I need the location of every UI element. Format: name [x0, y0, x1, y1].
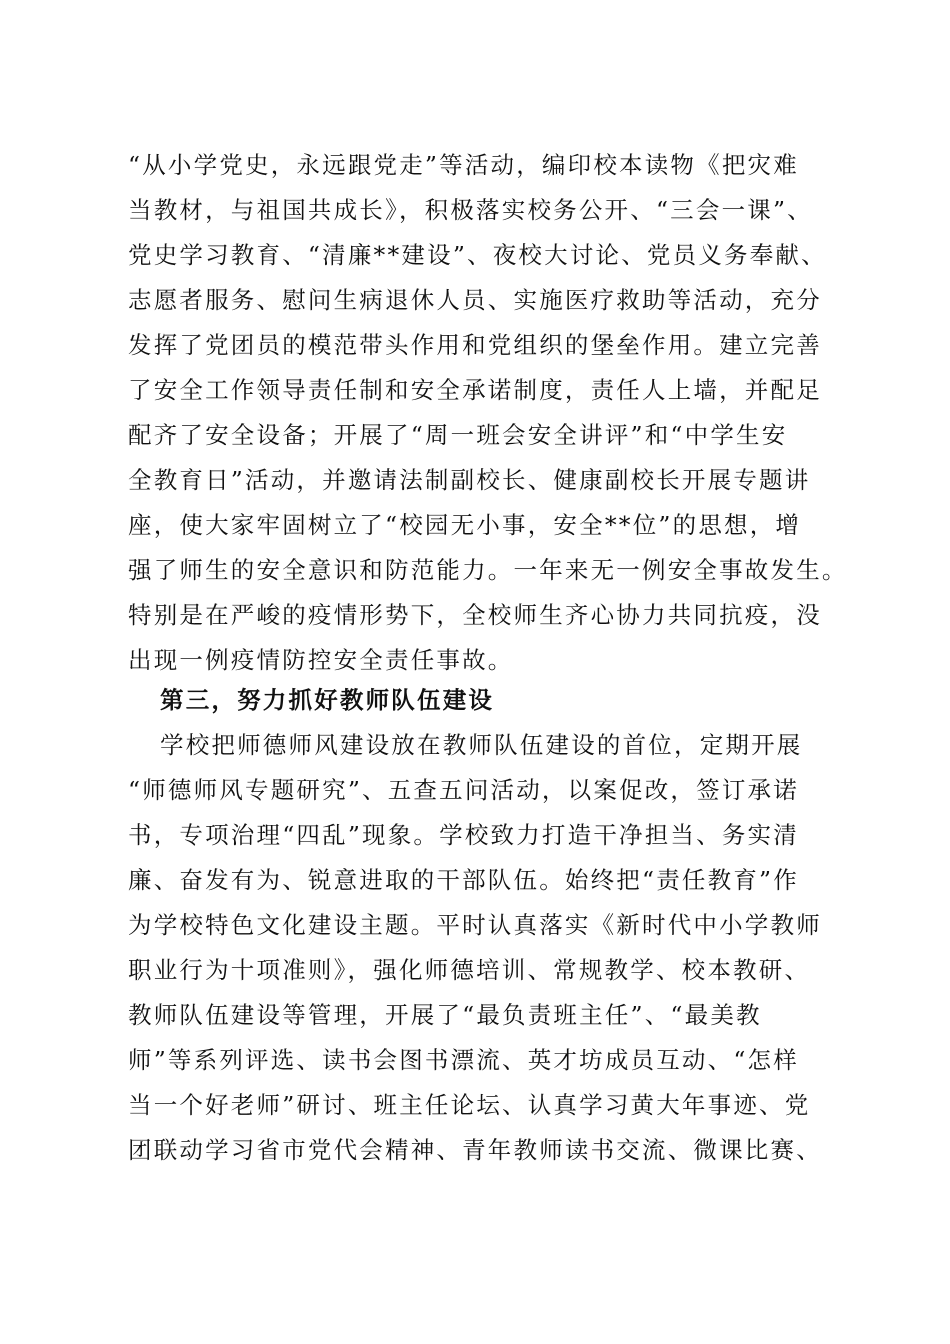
paragraph-line: 师”等系列评选、读书会图书漂流、英才坊成员互动、“怎样: [128, 1046, 799, 1074]
paragraph-line: 当一个好老师”研讨、班主任论坛、认真学习黄大年事迹、党: [128, 1091, 811, 1119]
paragraph-line: 座，使大家牢固树立了“校园无小事，安全**位”的思想，增: [128, 511, 802, 539]
paragraph-line: 书，专项治理“四乱”现象。学校致力打造干净担当、务实清: [128, 821, 799, 849]
paragraph-line: 党史学习教育、“清廉**建设”、夜校大讨论、党员义务奉献、: [128, 241, 827, 269]
paragraph-line: 教师队伍建设等管理，开展了“最负责班主任”、“最美教: [128, 1001, 762, 1029]
paragraph-line: “从小学党史，永远跟党走”等活动，编印校本读物《把灾难: [128, 151, 799, 179]
paragraph-line: 职业行为十项准则》，强化师德培训、常规教学、校本教研、: [128, 956, 811, 984]
paragraph-line: 学校把师德师风建设放在教师队伍建设的首位，定期开展: [160, 731, 803, 759]
paragraph-line: 全教育日”活动，并邀请法制副校长、健康副校长开展专题讲: [128, 466, 811, 494]
paragraph-line: 强了师生的安全意识和防范能力。一年来无一例安全事故发生。: [128, 556, 848, 584]
paragraph-line: 为学校特色文化建设主题。平时认真落实《新时代中小学教师: [128, 911, 822, 939]
paragraph-line: 出现一例疫情防控安全责任事故。: [128, 646, 514, 674]
paragraph-line: 志愿者服务、慰问生病退休人员、实施医疗救助等活动，充分: [128, 286, 822, 314]
paragraph-line: 廉、奋发有为、锐意进取的干部队伍。始终把“责任教育”作: [128, 866, 799, 894]
paragraph-line: “师德师风专题研究”、五查五问活动，以案促改，签订承诺: [128, 776, 799, 804]
section-heading: 第三，努力抓好教师队伍建设: [160, 686, 495, 714]
paragraph-line: 特别是在严峻的疫情形势下，全校师生齐心协力共同抗疫，没: [128, 601, 822, 629]
paragraph-line: 发挥了党团员的模范带头作用和党组织的堡垒作用。建立完善: [128, 331, 822, 359]
paragraph-line: 了安全工作领导责任制和安全承诺制度，责任人上墙，并配足: [128, 376, 822, 404]
paragraph-line: 当教材，与祖国共成长》，积极落实校务公开、“三会一课”、: [128, 196, 813, 224]
paragraph-line: 配齐了安全设备；开展了“周一班会安全讲评”和“中学生安: [128, 421, 788, 449]
paragraph-line: 团联动学习省市党代会精神、青年教师读书交流、微课比赛、: [128, 1136, 822, 1164]
